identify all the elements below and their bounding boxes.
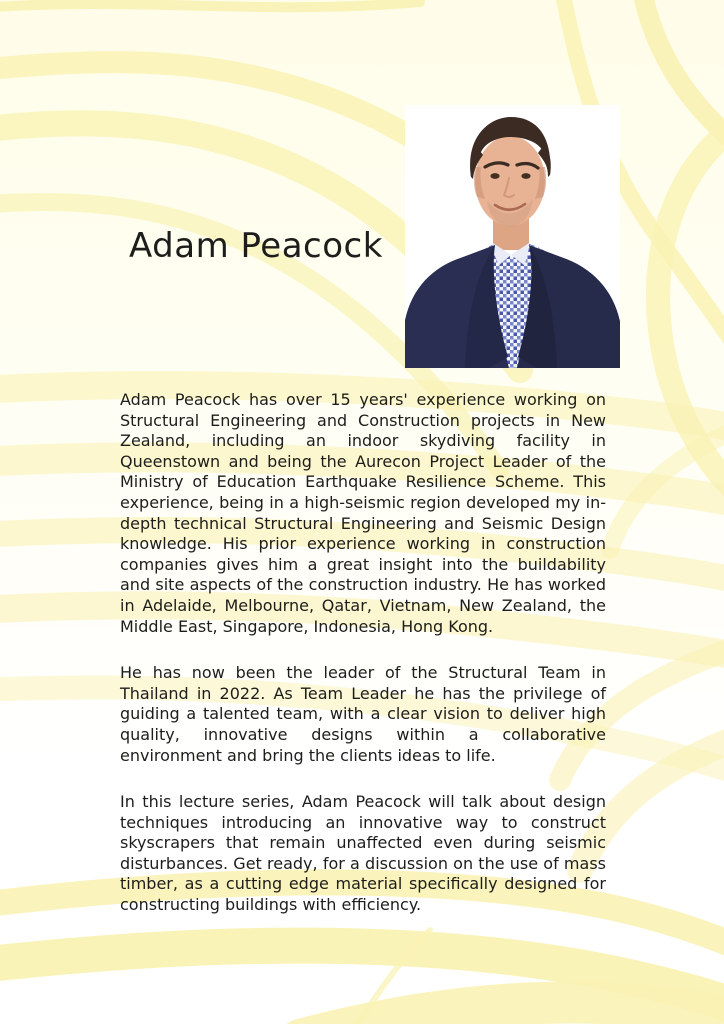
page-title: Adam Peacock <box>129 226 383 266</box>
bio-paragraph: In this lecture series, Adam Peacock will talk about design techniques introducing an innovative way to construct skyscrapers that remain unaffected even during seismic disturbances. Get ready, for a discussion on the use of mass timber, as a cutting edge material specifically designed for constructing buildings with efficiency. <box>120 792 606 915</box>
bio-text-block <box>120 390 606 916</box>
bio-paragraph: Adam Peacock has over 15 years' experience working on Structural Engineering and Construction projects in New Zealand, including an indoor skydiving facility in Queenstown and being the Aurecon Project Leader of the Ministry of Education Earthquake Resilience Scheme. This experience, being in a high-seismic region developed my in-depth technical Structural Engineering and Seismic Design knowledge. His prior experience working in construction companies gives him a great insight into the buildability and site aspects of the construction industry. He has worked in Adelaide, Melbourne, Qatar, Vietnam, New Zealand, the Middle East, Singapore, Indonesia, Hong Kong. <box>120 390 606 636</box>
portrait-photo <box>405 105 620 368</box>
bio-paragraph: He has now been the leader of the Structural Team in Thailand in 2022. As Team Leader he has the privilege of guiding a talented team, with a clear vision to deliver high quality, innovative designs within a collaborative environment and bring the clients ideas to life. <box>120 663 606 765</box>
portrait-illustration <box>405 105 620 368</box>
